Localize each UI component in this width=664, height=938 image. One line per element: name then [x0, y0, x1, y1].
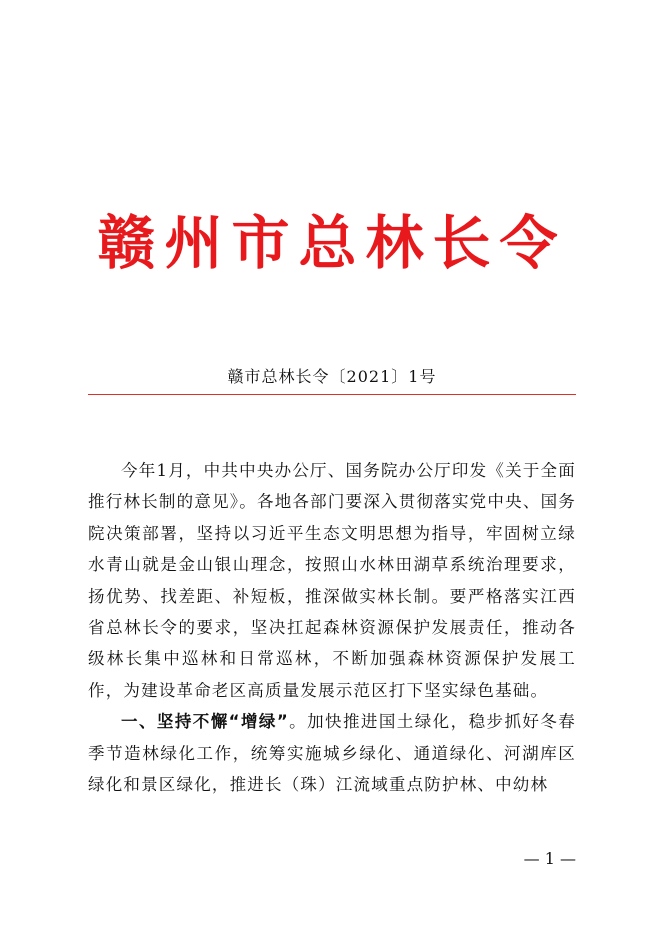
document-number: 赣市总林长令〔2021〕1号 [227, 367, 437, 386]
red-divider-line [88, 394, 576, 395]
page-number: — 1 — [523, 849, 576, 868]
document-title: 赣州市总林长令 [97, 209, 567, 277]
section-1-text: 。加快推进国土绿化，稳步抓好冬春季节造林绿化工作，统筹实施城乡绿化、通道绿化、河湖库区绿化和景区绿化，推进长（珠）江流域重点防护林、中幼林 [88, 712, 576, 795]
paragraph-intro: 今年1月，中共中央办公厅、国务院办公厅印发《关于全面推行林长制的意见》。各地各部门要深入贯彻落实党中央、国务院决策部署，坚持以习近平生态文明思想为指导，牢固树立绿水青山就是金山银山理念，按照山水林田湖草系统治理要求，扬优势、找差距、补短板，推深做实林长制。要严格落实江西省总林长令的要求，坚决扛起森林资源保护发展责任，推动各级林长集中巡林和日常巡林，不断加强森林资源保护发展工作，为建设革命老区高质量发展示范区打下坚实绿色基础。 [88, 461, 576, 700]
document-body [88, 455, 576, 800]
paragraph-section-1 [88, 706, 576, 800]
section-1-heading: 一、坚持不懈“增绿” [121, 712, 289, 732]
